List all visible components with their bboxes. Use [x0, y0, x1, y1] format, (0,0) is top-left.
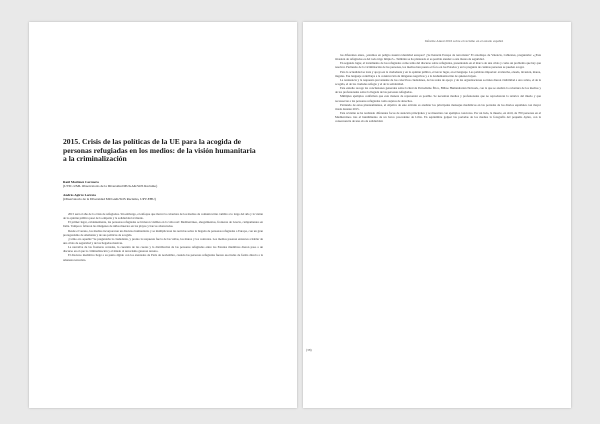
- paragraph: La resistencia y la respuesta proveniente de los colectivos ciudadanos, de las redes de apoyo y de las organizaciones sociales dieron visibilidad a otro relato, el de la acogida, el de las ciudades refugio y el de la solidaridad.: [335, 77, 541, 86]
- paragraph: Partiendo de estos planteamientos, el objetivo de este artículo es analizar los principales mensajes mediáticos en las portadas de los diarios españoles con mayor tirada durante 2015.: [335, 102, 541, 111]
- paragraph: El discurso mediático llegó a su punto álgido con los atentados de París de noviembre, cuando las personas refugiadas fueron asociadas de forma directa a la amenaza terrorista.: [63, 253, 263, 262]
- paragraph: ¿Cómo era aquello? Se preguntaba la ciudadanía, y pronto la respuesta fue la de las vallas, los muros y los controles. Los medios pasaron entonces a hablar de una crisis de seguridad y de las llegadas masivas.: [63, 236, 263, 245]
- paragraph: 2015 será el año de la crisis de refugiados. Sin embargo, el enfoque que marcó la cobertura de los medios de comunicación cambió a lo largo del año y la visión de la opinión pública pasó de la empatía y la solidaridad al miedo.: [63, 212, 263, 221]
- paragraph: Múltiples ejemplos confirman que esta manera de representar es posible. Se necesitan medios y profesionales que no reproduzcan la retórica del miedo y que reconozcan a las personas refugiadas como sujetos de derechos.: [335, 94, 541, 103]
- paragraph: los diferentes entes, ¿estamos en peligro nuestra identidad europea? ¿Se llenarán Europa de terroristas? El arzobispo de Valencia, Cañizares, preguntaba: «¿Esta invasión de refugiados es del todo trigo limpio?». También se ha planteado si es posible atender a esta marea de seguridad.: [335, 53, 541, 62]
- paragraph: Esta revisión se ha realizado diferentes focos de atención principales y se muestran con ejemplos concretos. Por un lado, la muerte, en abril, de 700 personas en el Mediterráneo tras el hundimiento de un barco procedente de Libia. En septiembre golpeó las portadas de los medios la fotografía del pequeño Aylan, con la consecuencia de una ola de solidaridad.: [335, 110, 541, 124]
- author-affiliation: (UVIC-UML Observatorio de la Diversidad MUGAK/SOS Racismo): [63, 184, 158, 189]
- right-page: [303, 22, 571, 408]
- page-number: (38): [306, 348, 312, 352]
- paragraph: Para la actualidad se trata y apoya en la ciudadanía y en la opinión pública, el tercer lugar, en el lenguaje. Las palabras importan: avalancha, oleada, invasión, marea, ilegales. Ese lenguaje contribuye a la construcción de imágenes negativas y a la deshumanización de quienes huyen.: [335, 69, 541, 78]
- author-affiliation: (Observatorio de la Diversidad MUGAK/SOS Racismo, UPV-EHU): [63, 197, 156, 202]
- article-title: 2015. Crisis de las políticas de la UE para la acogida de personas refugiadas en los medios: de la visión humanitaria a la criminalización: [63, 137, 256, 163]
- running-header: Informe Anual 2016 sobre el racismo en el estado español: [424, 39, 504, 43]
- paragraph: Este estudio recoge las conclusiones generales sobre la Red de Periodismo Ético, Bilbao Humanitarian Network, con la que se analizó la cobertura de los medios y de los profesionales sobre la llegada de las personas refugiadas.: [335, 86, 541, 95]
- author-name: Raúl Martínez Corcuera: [63, 180, 99, 184]
- paragraph: La narrativa de las fronteras cerradas, la cuestión de las cuotas y la distribución de las personas refugiadas entre los Estados miembros dieron paso a un discurso en el que la criminalización y el miedo al terrorismo ganaron terreno.: [63, 245, 263, 254]
- paragraph: Desde el verano, los medios incorporaron un discurso humanitario y se multiplicaron las noticias sobre la llegada de personas refugiadas a Europa, con un gran protagonismo de Alemania y de sus políticas de acogida.: [63, 228, 263, 237]
- author-2: [63, 193, 263, 202]
- left-page: [29, 22, 297, 408]
- author-name: Andrés Agirre Larreta: [63, 193, 96, 197]
- left-body-text: [63, 212, 263, 390]
- author-1: [63, 180, 263, 189]
- paragraph: En segundo lugar, el tratamiento de los refugiados como tema del discurso sobre refugiados, presentando en el marco de una crisis y como un problema que hay que resolver. Partiendo de la victimización de las personas, los medios han puesto el foco en los Estados y en la pregunta de cuántas personas se pueden acoger.: [335, 61, 541, 70]
- paragraph: El primer lugar, evidentemente, las personas refugiadas se hicieron visibles en la vida real: Mediterráneo, ahogamientos, fronteras de Grecia, campamentos en Italia. Tampoco faltaron las imágenes de niños muertos en las playas y barcos abarrotados.: [63, 220, 263, 229]
- right-body-text: [335, 53, 541, 397]
